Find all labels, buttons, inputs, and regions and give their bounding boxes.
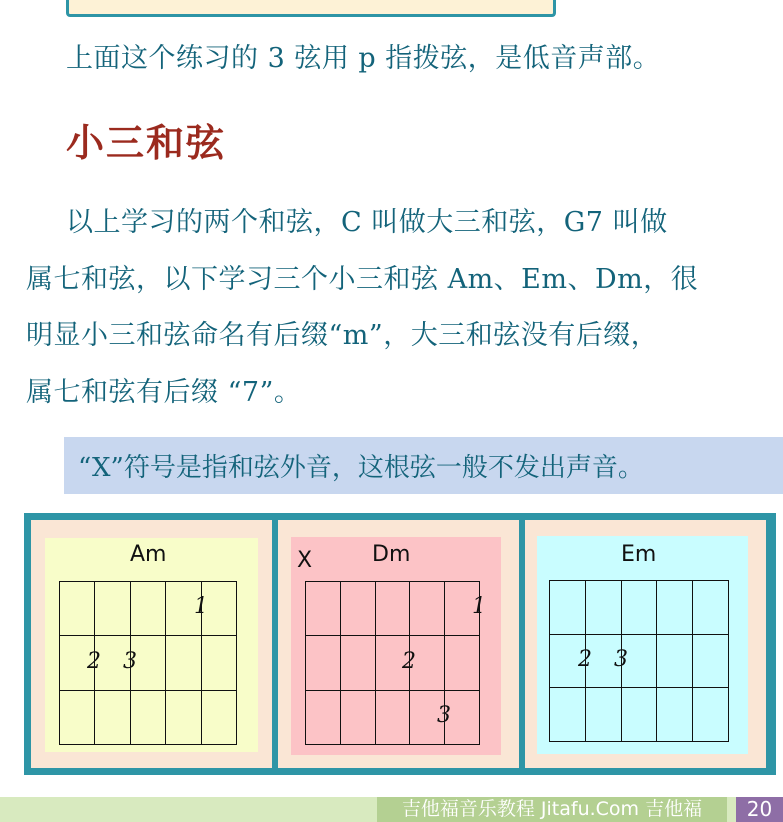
chord-cell-dm	[278, 520, 519, 768]
fret-line	[549, 580, 729, 581]
paragraph-line-1: 以上学习的两个和弦，C 叫做大三和弦，G7 叫做	[66, 207, 668, 238]
chord-name-am: Am	[130, 542, 167, 567]
chord-cell-am	[31, 520, 272, 768]
string-line	[375, 581, 376, 745]
finger-number: 3	[614, 647, 628, 672]
finger-number: 2	[402, 649, 416, 674]
string-line	[236, 581, 237, 745]
string-line	[692, 580, 693, 742]
section-heading: 小三和弦	[66, 121, 227, 165]
string-line	[656, 580, 657, 742]
page-number: 20	[736, 797, 783, 822]
fret-line	[59, 744, 237, 745]
previous-example-box	[66, 0, 556, 17]
fret-line	[305, 635, 480, 636]
paragraph-line-4: 属七和弦有后缀 “7”。	[26, 377, 302, 408]
fret-line	[549, 687, 729, 688]
muted-string-mark: X	[297, 548, 313, 573]
finger-number: 3	[437, 703, 451, 728]
finger-number: 1	[472, 594, 486, 619]
fret-line	[59, 690, 237, 691]
chord-name-dm: Dm	[372, 542, 411, 567]
string-line	[165, 581, 166, 745]
fret-line	[305, 744, 480, 745]
fret-line	[549, 741, 729, 742]
string-line	[59, 581, 60, 745]
paragraph-line-2: 属七和弦，以下学习三个小三和弦 Am、Em、Dm，很	[26, 264, 699, 295]
fret-line	[59, 581, 237, 582]
finger-number: 1	[194, 594, 208, 619]
footer-bar	[0, 797, 783, 822]
footer-brand: 吉他福音乐教程 Jitafu.Com 吉他福	[377, 797, 727, 822]
chord-diagram-panel	[24, 513, 776, 775]
note-text: “X”符号是指和弦外音，这根弦一般不发出声音。	[78, 453, 644, 483]
string-line	[305, 581, 306, 745]
finger-number: 2	[87, 649, 101, 674]
fret-line	[549, 634, 729, 635]
chord-cell-em	[525, 520, 766, 768]
string-line	[340, 581, 341, 745]
fret-line	[305, 581, 480, 582]
paragraph-line-3: 明显小三和弦命名有后缀“m”，大三和弦没有后缀，	[26, 320, 659, 351]
fret-line	[59, 635, 237, 636]
string-line	[549, 580, 550, 742]
x-symbol-note	[64, 437, 783, 494]
finger-number: 3	[123, 649, 137, 674]
fret-line	[305, 690, 480, 691]
paragraph-picking: 上面这个练习的 3 弦用 p 指拨弦，是低音声部。	[66, 43, 661, 74]
finger-number: 2	[578, 647, 592, 672]
string-line	[728, 580, 729, 742]
chord-name-em: Em	[621, 542, 657, 567]
